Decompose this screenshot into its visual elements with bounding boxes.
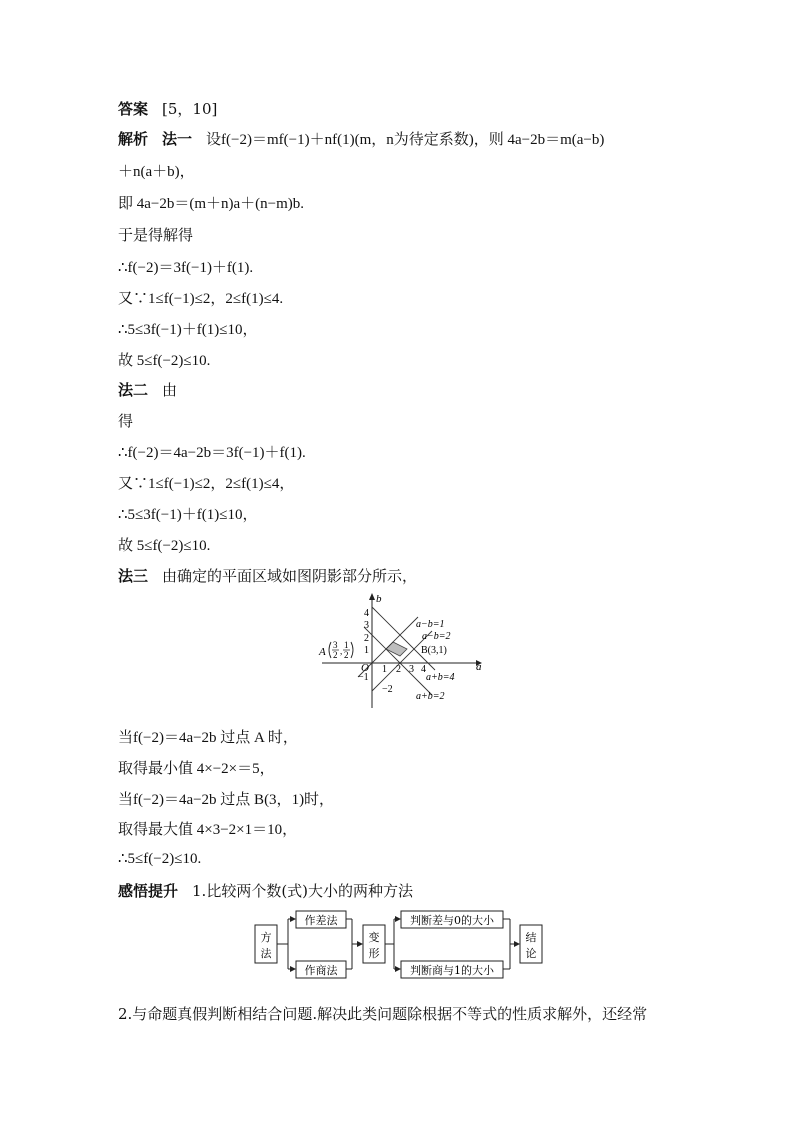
insight-label: 感悟提升 (118, 882, 179, 900)
method1-text-5: ∴f(−2)＝3f(−1)＋f(1). (118, 260, 254, 276)
x-tick-3: 3 (409, 664, 414, 675)
method-flowchart (252, 905, 552, 983)
method1-text-6: 又∵1≤f(−1)≤2，2≤f(1)≤4. (118, 291, 284, 307)
analysis-method1-line1 (118, 128, 604, 149)
method2-text-2: ∴f(−2)＝4a−2b＝3f(−1)＋f(1). (118, 445, 306, 461)
y-tick-1: 1 (364, 645, 369, 656)
method3-label: 法三 (118, 567, 149, 585)
label-a-minus-b-1: a−b=1 (416, 619, 445, 630)
label-a-minus-b-2: a−b=2 (422, 631, 451, 642)
y-axis-arrow (369, 593, 375, 600)
method2-text-4: ∴5≤3f(−1)＋f(1)≤10， (118, 507, 258, 523)
shaded-region (386, 642, 407, 656)
box-method-text-top: 方 (260, 931, 272, 944)
method3-text-1: 当f(−2)＝4a−2b 过点 A 时， (118, 730, 298, 746)
point-a-den1: 2 (333, 650, 338, 660)
method2-text-1: 得 (118, 412, 134, 430)
box-judge-quot-text: 判断商与1的大小 (410, 964, 494, 977)
method1-label: 法一 (162, 130, 193, 148)
point-a-right-paren (351, 642, 353, 658)
insight-title: 1.比较两个数(式)大小的两种方法 (192, 882, 414, 900)
method1-text-4: 于是得解得 (118, 226, 194, 244)
box-conclusion-text-bottom: 论 (525, 947, 537, 960)
point-a-comma: , (340, 646, 343, 656)
origin-label: O (361, 662, 369, 674)
y-tick-4: 4 (364, 608, 369, 619)
axis-y-label: b (376, 593, 382, 605)
method3-head-text: 由确定的平面区域如图阴影部分所示， (162, 567, 418, 585)
method1-text-3: 即 4a−2b＝(m＋n)a＋(n−m)b. (118, 196, 305, 212)
point-a-left-paren (329, 642, 331, 658)
box-sub-quot-text: 作商法 (304, 964, 338, 977)
method1-text-7: ∴5≤3f(−1)＋f(1)≤10， (118, 322, 258, 338)
y-tick-minus1: −1 (358, 672, 369, 683)
method3-text-5: ∴5≤f(−2)≤10. (118, 851, 202, 867)
answer-line (118, 98, 217, 119)
x-tick-4: 4 (421, 664, 426, 675)
box-transform-text-bottom: 形 (368, 947, 380, 960)
method3-text-4: 取得最大值 4×3−2×1＝10， (118, 822, 298, 838)
label-a-plus-b-4: a+b=4 (426, 672, 455, 683)
x-tick-2: 2 (396, 664, 401, 675)
method1-text-1: 设f(−2)＝mf(−1)＋nf(1)(m，n为待定系数)，则 4a−2b＝m(a−b) (206, 132, 605, 148)
box-method-text-bottom: 法 (260, 947, 272, 960)
method2-text-5: 故 5≤f(−2)≤10. (118, 538, 211, 554)
point-a-num1: 3 (333, 640, 338, 650)
box-conclusion-text-top: 结 (525, 931, 537, 944)
method3-header (118, 565, 417, 586)
point-b-label: B(3,1) (421, 645, 447, 656)
x-tick-1: 1 (382, 664, 387, 675)
method3-text-3: 当f(−2)＝4a−2b 过点 B(3，1)时， (118, 792, 335, 808)
answer-value: [5，10] (162, 100, 218, 118)
box-judge-diff-text: 判断差与0的大小 (410, 914, 494, 927)
answer-label: 答案 (118, 100, 149, 118)
insight-line (118, 880, 413, 901)
y-tick-3: 3 (364, 620, 369, 631)
method2-head-text: 由 (162, 381, 178, 399)
region-graph (316, 592, 486, 710)
box-transform-text-top: 变 (368, 931, 380, 944)
method2-text-3: 又∵1≤f(−1)≤2，2≤f(1)≤4， (118, 476, 295, 492)
method2-label: 法二 (118, 381, 149, 399)
point-a-den2: 2 (344, 650, 349, 660)
method1-text-8: 故 5≤f(−2)≤10. (118, 353, 211, 369)
method3-text-2: 取得最小值 4×−2×＝5， (118, 761, 275, 777)
label-a-plus-b-2: a+b=2 (416, 691, 445, 702)
method2-header (118, 379, 177, 400)
point-a-num2: 1 (344, 640, 349, 650)
box-sub-diff-text: 作差法 (304, 914, 338, 927)
method1-text-2: ＋n(a＋b)， (118, 164, 195, 180)
y-tick-minus2: −2 (382, 684, 393, 695)
point-a-label: A (319, 646, 326, 658)
analysis-label: 解析 (118, 130, 149, 148)
axis-x-label: a (476, 661, 482, 673)
bottom-line: 2.与命题真假判断相结合问题.解决此类问题除根据不等式的性质求解外，还经常 (118, 1005, 648, 1023)
y-tick-2: 2 (364, 633, 369, 644)
